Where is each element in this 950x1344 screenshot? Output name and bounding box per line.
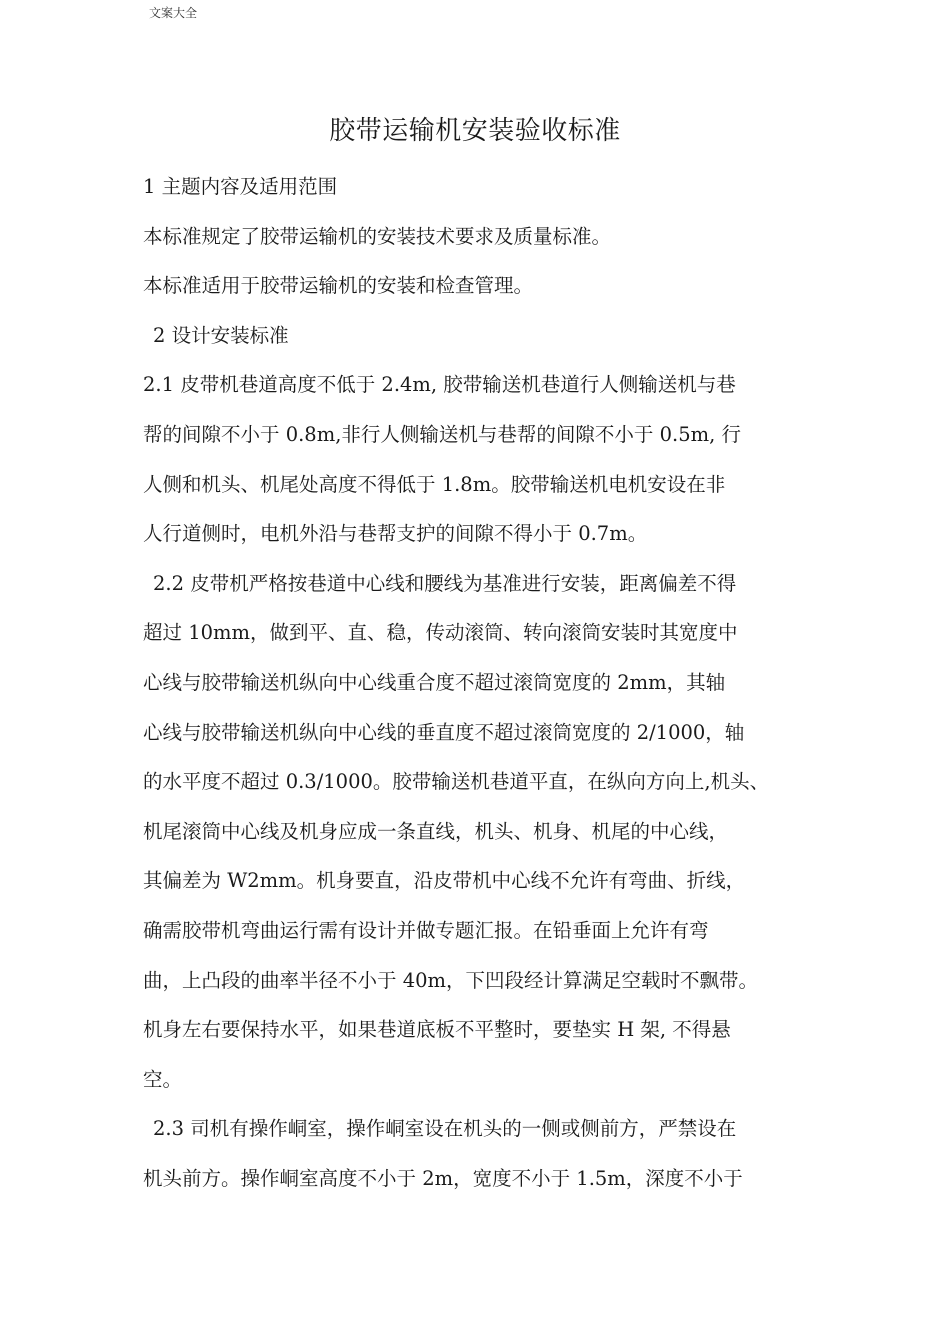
section-heading-2: 2 设计安装标准 xyxy=(153,323,289,347)
paragraph-line: 曲，上凸段的曲率半径不小于 40m，下凹段经计算满足空载时不飘带。 xyxy=(143,968,759,992)
paragraph-line: 2.2 皮带机严格按巷道中心线和腰线为基准进行安装，距离偏差不得 xyxy=(153,571,737,595)
paragraph-line: 心线与胶带输送机纵向中心线的垂直度不超过滚筒宽度的 2/1000，轴 xyxy=(143,720,745,744)
paragraph-line: 空。 xyxy=(143,1067,183,1091)
paragraph-line: 机头前方。操作峒室高度不小于 2m，宽度不小于 1.5m，深度不小于 xyxy=(143,1166,743,1190)
header-mark: 文案大全 xyxy=(149,6,198,20)
paragraph-line: 确需胶带机弯曲运行需有设计并做专题汇报。在铅垂面上允许有弯 xyxy=(143,918,709,942)
paragraph-line: 心线与胶带输送机纵向中心线重合度不超过滚筒宽度的 2mm，其轴 xyxy=(143,670,726,694)
paragraph-line: 本标准规定了胶带运输机的安装技术要求及质量标准。 xyxy=(143,224,612,248)
paragraph-line: 的水平度不超过 0.3/1000。胶带输送机巷道平直，在纵向方向上,机头、 xyxy=(143,770,770,794)
paragraph-line: 机身左右要保持水平，如果巷道底板不平整时，要垫实 H 架, 不得悬 xyxy=(143,1018,731,1042)
paragraph-line: 人侧和机头、机尾处高度不得低于 1.8m。胶带输送机电机安设在非 xyxy=(143,472,726,496)
paragraph-line: 2.1 皮带机巷道高度不低于 2.4m, 胶带输送机巷道行人侧输送机与巷 xyxy=(143,373,736,397)
paragraph-line: 超过 10mm，做到平、直、稳，传动滚筒、转向滚筒安装时其宽度中 xyxy=(143,621,738,645)
paragraph-line: 其偏差为 W2mm。机身要直，沿皮带机中心线不允许有弯曲、折线， xyxy=(143,869,746,893)
document-title: 胶带运输机安装验收标准 xyxy=(329,116,621,146)
paragraph-line: 人行道侧时，电机外沿与巷帮支护的间隙不得小于 0.7m。 xyxy=(143,522,648,546)
section-heading-1: 1 主题内容及适用范围 xyxy=(143,175,338,198)
paragraph-line: 帮的间隙不小于 0.8m,非行人侧输送机与巷帮的间隙不小于 0.5m, 行 xyxy=(143,422,741,446)
paragraph-line: 机尾滚筒中心线及机身应成一条直线，机头、机身、机尾的中心线， xyxy=(143,819,729,843)
paragraph-line: 本标准适用于胶带运输机的安装和检查管理。 xyxy=(143,274,534,298)
paragraph-line: 2.3 司机有操作峒室，操作峒室设在机头的一侧或侧前方，严禁设在 xyxy=(153,1117,737,1141)
document-body xyxy=(143,162,827,1203)
